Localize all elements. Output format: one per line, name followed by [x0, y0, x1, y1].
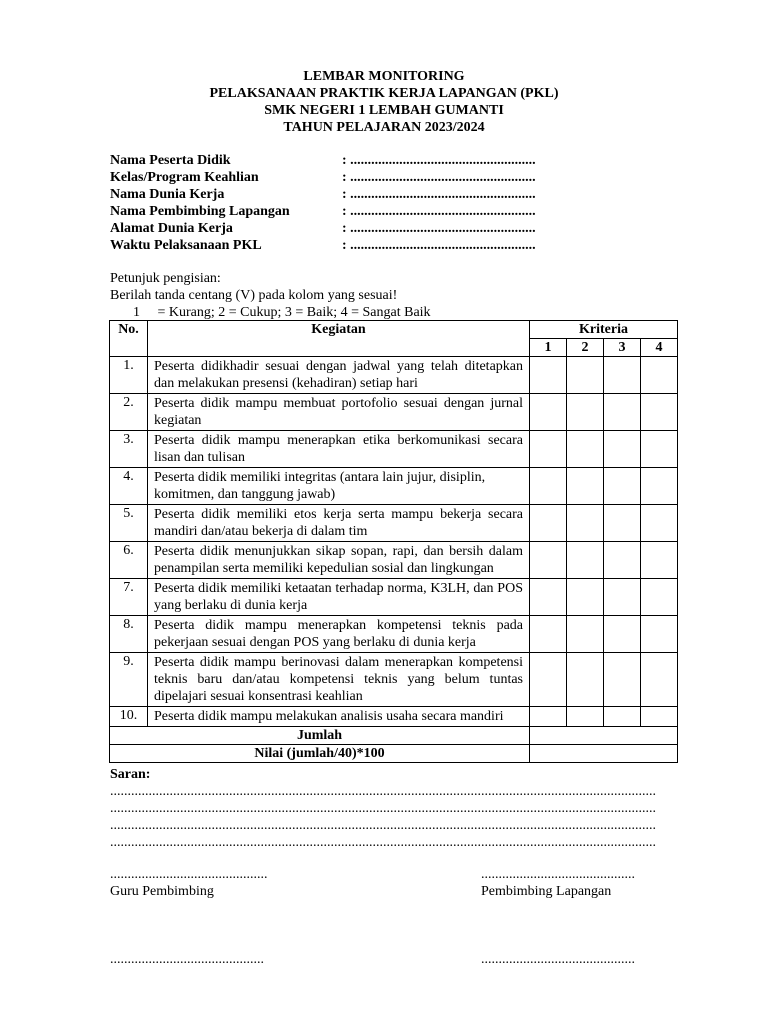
criteria-cell-2[interactable] — [567, 542, 604, 579]
criteria-cell-3[interactable] — [604, 468, 641, 505]
signature-label: Pembimbing Lapangan — [481, 884, 612, 899]
activity-text: Peserta didik mampu melakukan analisis usaha secara mandiri — [154, 709, 504, 724]
monitoring-table — [109, 320, 678, 763]
criteria-cell-3[interactable] — [604, 579, 641, 616]
header-kriteria: Kriteria — [530, 321, 678, 339]
row-activity — [148, 468, 530, 505]
criteria-cell-3[interactable] — [604, 653, 641, 707]
criteria-cell-1[interactable] — [530, 653, 567, 707]
criteria-cell-3[interactable] — [604, 505, 641, 542]
row-activity — [148, 542, 530, 579]
criteria-cell-2[interactable] — [567, 431, 604, 468]
row-number: 7. — [110, 579, 148, 616]
activity-text: Peserta didik menunjukkan sikap sopan, rapi, dan bersih dalam penampilan serta memiliki kepedulian sosial dan lingkungan — [154, 544, 523, 576]
info-value[interactable]: : ..................................................... — [342, 153, 536, 168]
criteria-cell-4[interactable] — [641, 707, 678, 727]
signature-guru — [110, 866, 268, 900]
criteria-cell-3[interactable] — [604, 431, 641, 468]
table-row — [110, 542, 678, 579]
signature-name-pembimbing[interactable]: ............................................ — [481, 952, 635, 967]
info-label: Waktu Pelaksanaan PKL — [110, 238, 262, 253]
signature-pembimbing — [481, 866, 635, 900]
criteria-cell-3[interactable] — [604, 707, 641, 727]
criteria-cell-4[interactable] — [641, 542, 678, 579]
criteria-cell-2[interactable] — [567, 468, 604, 505]
criteria-cell-3[interactable] — [604, 616, 641, 653]
criteria-cell-1[interactable] — [530, 505, 567, 542]
criteria-cell-4[interactable] — [641, 468, 678, 505]
table-row — [110, 505, 678, 542]
header-kegiatan: Kegiatan — [148, 321, 530, 357]
table-row — [110, 707, 678, 727]
criteria-cell-2[interactable] — [567, 579, 604, 616]
nilai-value-cell[interactable] — [530, 745, 678, 763]
info-label: Nama Pembimbing Lapangan — [110, 204, 290, 219]
criteria-cell-1[interactable] — [530, 616, 567, 653]
info-value[interactable]: : ..................................................... — [342, 170, 536, 185]
activity-text: Peserta didik mampu menerapkan kompetensi teknis pada pekerjaan sesuai dengan POS yang berlaku di dunia kerja — [154, 618, 523, 650]
criteria-cell-4[interactable] — [641, 653, 678, 707]
instructions-text: Berilah tanda centang (V) pada kolom yang sesuai! — [110, 288, 398, 303]
criteria-cell-2[interactable] — [567, 707, 604, 727]
info-row — [110, 186, 536, 203]
criteria-cell-1[interactable] — [530, 394, 567, 431]
signature-name-guru[interactable]: ............................................ — [110, 952, 264, 967]
saran-label: Saran: — [110, 767, 151, 782]
student-info — [110, 152, 536, 254]
row-activity — [148, 505, 530, 542]
saran-line[interactable]: ............................................................................................................................................................ — [110, 818, 656, 833]
table-row — [110, 579, 678, 616]
table-row — [110, 653, 678, 707]
criteria-cell-2[interactable] — [567, 394, 604, 431]
criteria-cell-4[interactable] — [641, 616, 678, 653]
saran-line[interactable]: ............................................................................................................................................................ — [110, 801, 656, 816]
document-title — [0, 68, 768, 136]
jumlah-label: Jumlah — [110, 727, 530, 745]
table-row — [110, 468, 678, 505]
criteria-cell-1[interactable] — [530, 542, 567, 579]
criteria-cell-1[interactable] — [530, 579, 567, 616]
criteria-cell-2[interactable] — [567, 357, 604, 394]
saran-line[interactable]: ............................................................................................................................................................ — [110, 835, 656, 850]
row-number: 6. — [110, 542, 148, 579]
saran-section — [110, 766, 658, 851]
table-row — [110, 616, 678, 653]
nilai-label: Nilai (jumlah/40)*100 — [110, 745, 530, 763]
header-no: No. — [110, 321, 148, 357]
row-activity — [148, 357, 530, 394]
instructions-heading: Petunjuk pengisian: — [110, 271, 221, 286]
jumlah-value-cell[interactable] — [530, 727, 678, 745]
saran-line[interactable]: ............................................................................................................................................................ — [110, 784, 656, 799]
criteria-cell-3[interactable] — [604, 394, 641, 431]
info-row — [110, 152, 536, 169]
criteria-cell-4[interactable] — [641, 505, 678, 542]
row-activity — [148, 431, 530, 468]
row-activity — [148, 579, 530, 616]
nilai-row — [110, 745, 678, 763]
activity-text: Peserta didik memiliki etos kerja serta mampu bekerja secara mandiri dan/atau bekerja di dalam tim — [154, 507, 523, 539]
table-row — [110, 394, 678, 431]
info-value[interactable]: : ..................................................... — [342, 204, 536, 219]
row-number: 1. — [110, 357, 148, 394]
activity-text: Peserta didik mampu membuat portofolio sesuai dengan jurnal kegiatan — [154, 396, 523, 428]
signature-label: Guru Pembimbing — [110, 884, 214, 899]
criteria-cell-4[interactable] — [641, 579, 678, 616]
info-value[interactable]: : ..................................................... — [342, 221, 536, 236]
header-criteria-2: 2 — [567, 339, 604, 357]
criteria-cell-4[interactable] — [641, 431, 678, 468]
signature-line: ............................................ — [481, 867, 635, 882]
info-row — [110, 169, 536, 186]
table-row — [110, 431, 678, 468]
row-number: 3. — [110, 431, 148, 468]
signature-line: ............................................. — [110, 867, 268, 882]
title-line-3: SMK NEGERI 1 LEMBAH GUMANTI — [264, 103, 504, 118]
activity-text: Peserta didik memiliki ketaatan terhadap norma, K3LH, dan POS yang berlaku di dunia kerja — [154, 581, 523, 613]
row-activity — [148, 616, 530, 653]
criteria-cell-2[interactable] — [567, 505, 604, 542]
info-row — [110, 237, 536, 254]
criteria-cell-1[interactable] — [530, 468, 567, 505]
rating-scale: 1 = Kurang; 2 = Cukup; 3 = Baik; 4 = Sangat Baik — [133, 305, 431, 320]
activity-text: Peserta didik mampu menerapkan etika berkomunikasi secara lisan dan tulisan — [154, 433, 523, 465]
criteria-cell-3[interactable] — [604, 542, 641, 579]
row-activity — [148, 394, 530, 431]
title-line-2: PELAKSANAAN PRAKTIK KERJA LAPANGAN (PKL) — [209, 86, 559, 101]
info-row — [110, 220, 536, 237]
row-activity — [148, 653, 530, 707]
row-number: 9. — [110, 653, 148, 707]
criteria-cell-4[interactable] — [641, 394, 678, 431]
activity-text: Peserta didik memiliki integritas (antara lain jujur, disiplin, komitmen, dan tanggung jawab) — [154, 470, 486, 502]
title-line-4: TAHUN PELAJARAN 2023/2024 — [283, 120, 485, 135]
info-value[interactable]: : ..................................................... — [342, 187, 536, 202]
criteria-cell-3[interactable] — [604, 357, 641, 394]
criteria-cell-1[interactable] — [530, 707, 567, 727]
row-number: 2. — [110, 394, 148, 431]
row-number: 8. — [110, 616, 148, 653]
criteria-cell-1[interactable] — [530, 357, 567, 394]
activity-text: Peserta didik mampu berinovasi dalam menerapkan kompetensi teknis baru dan/atau kompetensi teknis yang belum tuntas dipelajari sesuai konsentrasi keahlian — [154, 655, 523, 704]
info-value[interactable]: : ..................................................... — [342, 238, 536, 253]
title-line-1: LEMBAR MONITORING — [303, 69, 465, 84]
row-number: 4. — [110, 468, 148, 505]
criteria-cell-2[interactable] — [567, 616, 604, 653]
header-criteria-3: 3 — [604, 339, 641, 357]
criteria-cell-2[interactable] — [567, 653, 604, 707]
instructions — [110, 270, 431, 321]
row-number: 5. — [110, 505, 148, 542]
table-row — [110, 357, 678, 394]
row-number: 10. — [110, 707, 148, 727]
row-activity — [148, 707, 530, 727]
info-row — [110, 203, 536, 220]
info-label: Nama Peserta Didik — [110, 153, 231, 168]
info-label: Nama Dunia Kerja — [110, 187, 225, 202]
criteria-cell-1[interactable] — [530, 431, 567, 468]
info-label: Kelas/Program Keahlian — [110, 170, 259, 185]
header-criteria-1: 1 — [530, 339, 567, 357]
info-label: Alamat Dunia Kerja — [110, 221, 233, 236]
activity-text: Peserta didikhadir sesuai dengan jadwal yang telah ditetapkan dan melakukan presensi (kehadiran) setiap hari — [154, 359, 523, 391]
criteria-cell-4[interactable] — [641, 357, 678, 394]
jumlah-row — [110, 727, 678, 745]
header-criteria-4: 4 — [641, 339, 678, 357]
